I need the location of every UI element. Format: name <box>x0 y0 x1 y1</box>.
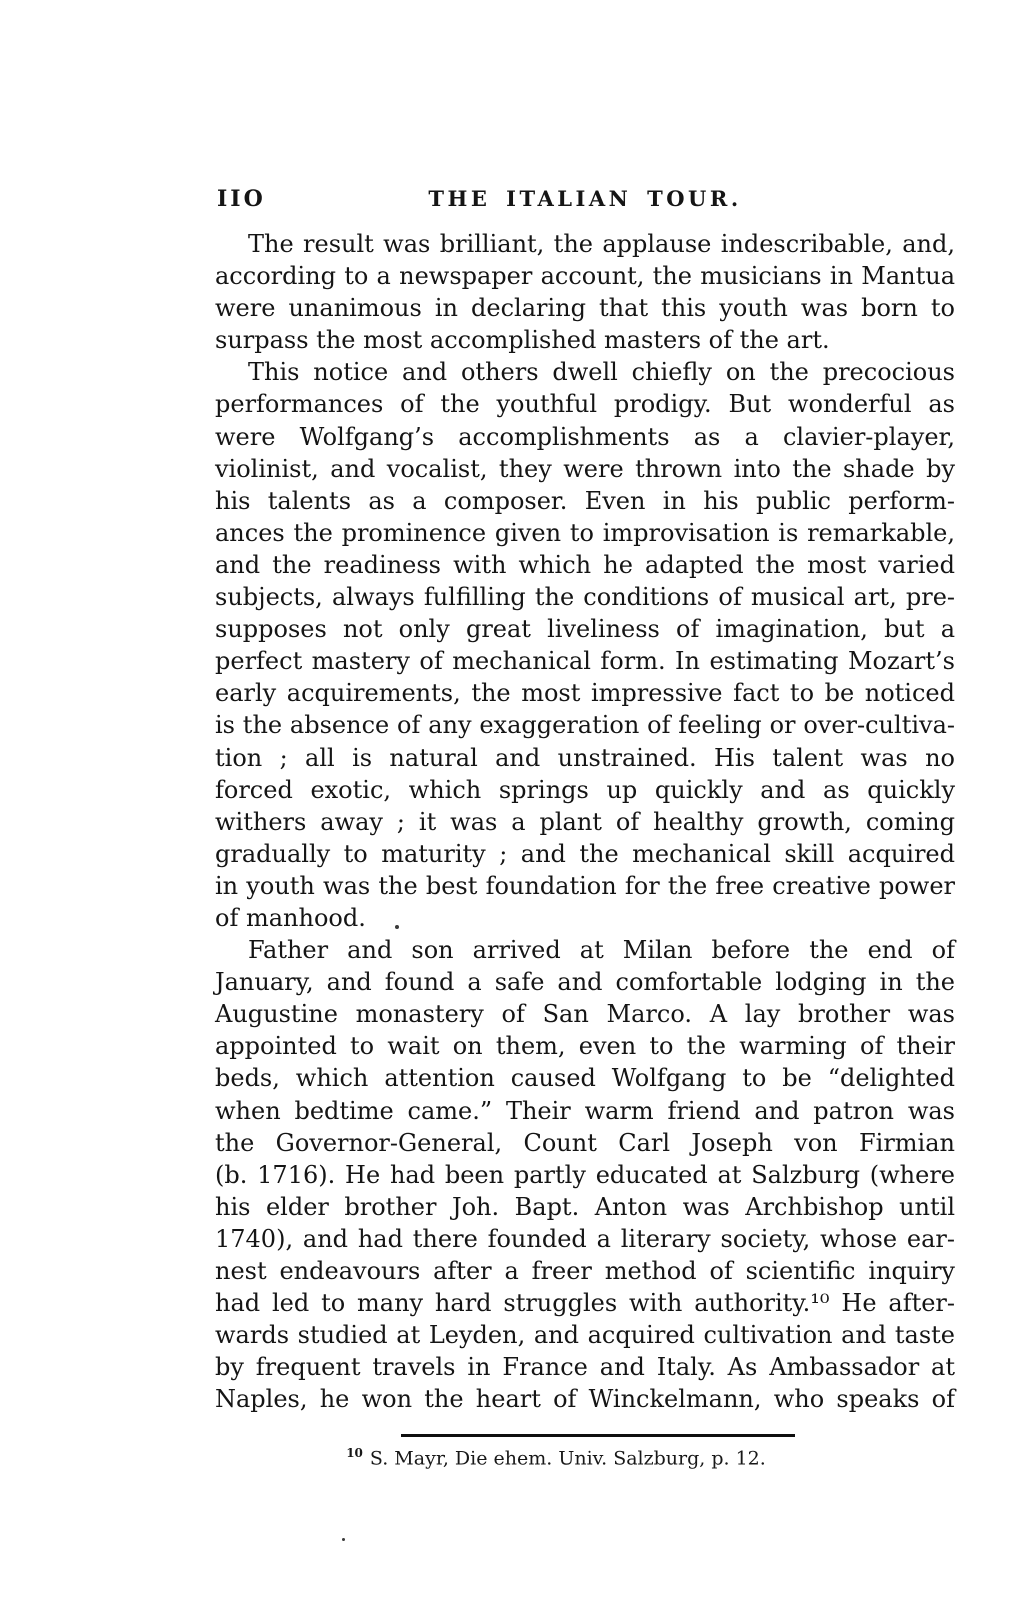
text-line: according to a newspaper account, the musicians in Mantua <box>215 262 955 291</box>
running-title: THE ITALIAN TOUR. <box>428 186 742 211</box>
text-line: nest endeavours after a freer method of scientific inquiry <box>215 1257 955 1285</box>
text-line: the Governor-General, Count Carl Joseph von Firmian <box>215 1128 955 1157</box>
scan-speck <box>395 925 399 929</box>
text-line: had led to many hard struggles with authority.¹⁰ He after- <box>215 1289 955 1318</box>
text-line: early acquirements, the most impressive fact to be noticed <box>215 679 955 708</box>
footnote <box>215 1434 955 1469</box>
text-line: forced exotic, which springs up quickly and as quickly <box>215 775 955 804</box>
scan-speck <box>342 1538 345 1541</box>
text-line: when bedtime came.” Their warm friend and patron was <box>215 1096 955 1125</box>
text-line: wards studied at Leyden, and acquired cultivation and taste <box>215 1321 955 1350</box>
page-header <box>215 183 955 217</box>
text-line: appointed to wait on them, even to the warming of their <box>215 1032 955 1061</box>
text-line: violinist, and vocalist, they were thrown into the shade by <box>215 454 955 483</box>
text-line: ances the prominence given to improvisation is remarkable, <box>215 518 955 547</box>
text-line: in youth was the best foundation for the free creative power <box>215 871 955 900</box>
text-line: performances of the youthful prodigy. But wonderful as <box>215 390 955 419</box>
text-line: and the readiness with which he adapted the most varied <box>215 550 955 579</box>
text-line: Augustine monastery of San Marco. A lay brother was <box>215 1000 955 1029</box>
text-line: tion ; all is natural and unstrained. His talent was no <box>215 743 955 772</box>
text-line: subjects, always fulfilling the conditions of musical art, pre- <box>215 583 955 612</box>
text-line: of manhood. <box>215 903 366 932</box>
text-line: his talents as a composer. Even in his public perform- <box>215 486 955 515</box>
footnote-marker: 10 <box>346 1446 363 1460</box>
footnote-rule <box>401 1434 795 1437</box>
text-line: Naples, he won the heart of Winckelmann, who speaks of <box>215 1385 955 1414</box>
text-line: by frequent travels in France and Italy. As Ambassador at <box>215 1353 955 1382</box>
text-line: were Wolfgang’s accomplishments as a clavier-player, <box>215 422 955 451</box>
text-line: This notice and others dwell chiefly on the precocious <box>248 358 955 387</box>
text-line: withers away ; it was a plant of healthy growth, coming <box>215 807 955 836</box>
text-line: 1740), and had there founded a literary society, whose ear- <box>215 1224 955 1253</box>
text-line: supposes not only great liveliness of imagination, but a <box>215 615 955 644</box>
text-line: were unanimous in declaring that this youth was born to <box>215 294 955 323</box>
body-text <box>215 228 955 1415</box>
text-line: Father and son arrived at Milan before the end of <box>248 936 955 965</box>
text-line: his elder brother Joh. Bapt. Anton was Archbishop until <box>215 1192 955 1221</box>
text-line: gradually to maturity ; and the mechanical skill acquired <box>215 839 955 868</box>
text-line: beds, which attention caused Wolfgang to be “delighted <box>215 1064 955 1093</box>
text-line: (b. 1716). He had been partly educated at Salzburg (where <box>215 1160 955 1189</box>
footnote-text <box>215 1446 955 1469</box>
footnote-citation: S. Mayr, Die ehem. Univ. Salzburg, p. 12. <box>369 1447 766 1470</box>
text-line: The result was brilliant, the applause indescribable, and, <box>248 230 955 258</box>
page-number: IIO <box>217 186 266 212</box>
text-line: perfect mastery of mechanical form. In estimating Mozart’s <box>215 647 955 676</box>
text-line: is the absence of any exaggeration of feeling or over-cultiva- <box>215 711 955 740</box>
text-line: January, and found a safe and comfortable lodging in the <box>215 968 955 997</box>
text-line: surpass the most accomplished masters of the art. <box>215 326 830 355</box>
